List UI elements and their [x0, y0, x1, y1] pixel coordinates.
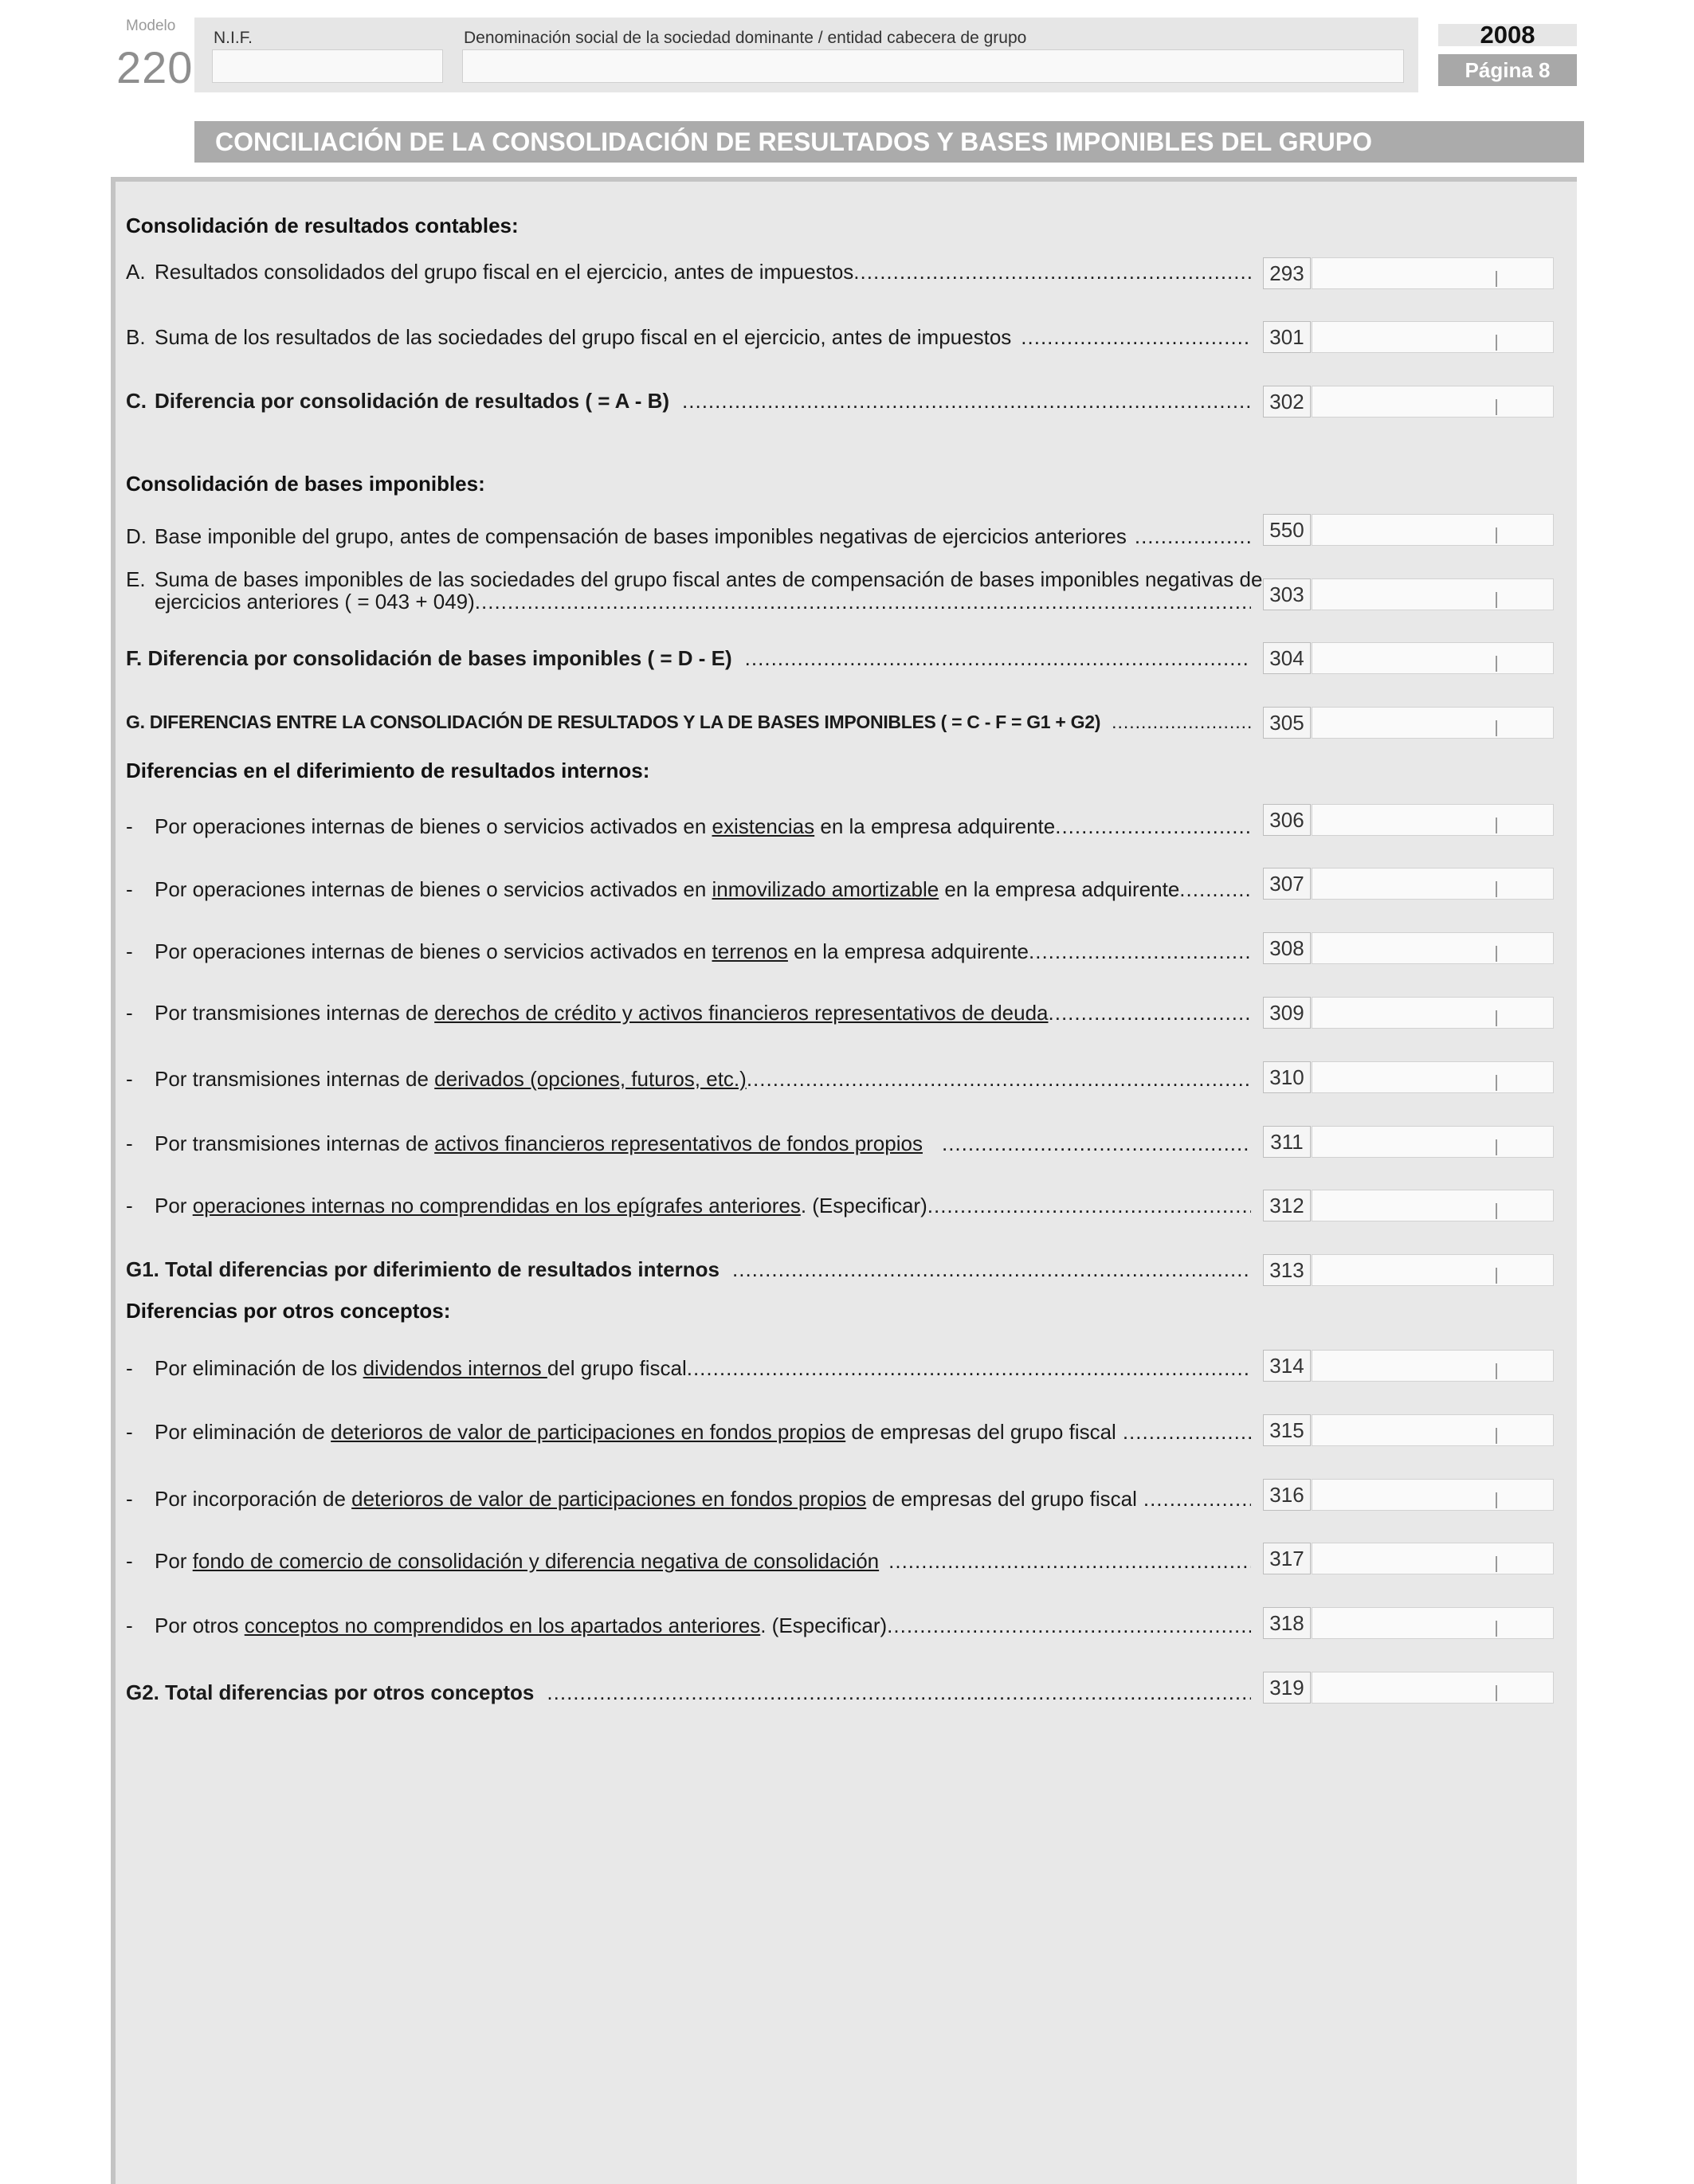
line-d	[126, 524, 1251, 549]
line-text: G2. Total diferencias por otros conceptos	[126, 1680, 535, 1704]
code-box: 317	[1263, 1543, 1311, 1574]
dot-leader	[1123, 1420, 1251, 1445]
amount-field-318[interactable]	[1312, 1607, 1554, 1639]
dot-leader	[853, 260, 1251, 284]
line-307	[126, 877, 1251, 902]
code-box: 311	[1263, 1126, 1311, 1158]
amount-field-307[interactable]	[1312, 868, 1554, 900]
section-title: CONCILIACIÓN DE LA CONSOLIDACIÓN DE RESULTADOS Y BASES IMPONIBLES DEL GRUPO	[194, 121, 1584, 163]
line-prefix: -	[126, 814, 133, 838]
dot-leader	[475, 590, 1251, 614]
amount-field-319[interactable]	[1312, 1672, 1554, 1704]
amount-field-309[interactable]	[1312, 997, 1554, 1029]
dot-leader	[547, 1680, 1251, 1705]
line-text: G. DIFERENCIAS ENTRE LA CONSOLIDACIÓN DE RESULTADOS Y LA DE BASES IMPONIBLES ( = C - F = G1 + G2)	[126, 712, 1101, 732]
nif-field[interactable]	[212, 49, 443, 83]
dot-leader	[942, 1131, 1251, 1156]
line-text: Resultados consolidados del grupo fiscal en el ejercicio, antes de impuestos	[155, 260, 854, 284]
line-315	[126, 1420, 1251, 1445]
line-e-cont	[155, 590, 1251, 614]
line-a	[126, 260, 1251, 284]
amount-field-302[interactable]	[1312, 386, 1554, 418]
denominacion-label: Denominación social de la sociedad dominante / entidad cabecera de grupo	[464, 29, 1027, 47]
line-g1	[126, 1257, 1251, 1282]
code-box: 316	[1263, 1479, 1311, 1511]
nif-label: N.I.F.	[214, 29, 253, 47]
dot-leader	[682, 389, 1251, 414]
amount-field-315[interactable]	[1312, 1414, 1554, 1446]
line-text: Por operaciones internas de bienes o servicios activados en inmovilizado amortizable en la empresa adquirente	[155, 877, 1180, 901]
dot-leader	[927, 1194, 1251, 1218]
dot-leader	[1029, 939, 1251, 964]
line-prefix: -	[126, 1194, 133, 1217]
bases-heading: Consolidación de bases imponibles:	[126, 472, 485, 496]
dot-leader	[1179, 877, 1251, 902]
otros-heading: Diferencias por otros conceptos:	[126, 1299, 451, 1323]
code-box: 310	[1263, 1061, 1311, 1093]
modelo-number: 220	[116, 42, 194, 92]
code-box: 308	[1263, 932, 1311, 964]
line-text: Por transmisiones internas de derivados (opciones, futuros, etc.)	[155, 1067, 747, 1091]
code-box: 301	[1263, 321, 1311, 353]
dot-leader	[1055, 814, 1251, 839]
code-box: 293	[1263, 257, 1311, 289]
line-prefix: -	[126, 1613, 133, 1637]
line-314	[126, 1356, 1251, 1381]
modelo-label: Modelo	[126, 18, 176, 34]
code-box: 315	[1263, 1414, 1311, 1446]
line-prefix: -	[126, 1356, 133, 1380]
amount-field-304[interactable]	[1312, 642, 1554, 674]
resultados-heading: Consolidación de resultados contables:	[126, 214, 519, 237]
line-text: G1. Total diferencias por diferimiento de resultados internos	[126, 1257, 720, 1281]
year: 2008	[1480, 21, 1535, 49]
line-f	[126, 646, 1251, 671]
line-311	[126, 1131, 1251, 1156]
code-box: 312	[1263, 1190, 1311, 1221]
line-text: ejercicios anteriores ( = 043 + 049)	[155, 590, 475, 614]
line-text: Por eliminación de los dividendos internos del grupo fiscal	[155, 1356, 687, 1380]
code-box: 550	[1263, 514, 1311, 546]
line-prefix: -	[126, 1001, 133, 1025]
code-box: 306	[1263, 804, 1311, 836]
code-box: 304	[1263, 642, 1311, 674]
code-box: 305	[1263, 707, 1311, 739]
line-text: Base imponible del grupo, antes de compensación de bases imponibles negativas de ejercicios anteriores	[155, 524, 1127, 548]
line-prefix: -	[126, 939, 133, 963]
code-box: 319	[1263, 1672, 1311, 1704]
amount-field-303[interactable]	[1312, 578, 1554, 610]
line-306	[126, 814, 1251, 839]
line-text: F. Diferencia por consolidación de bases imponibles ( = D - E)	[126, 646, 732, 670]
line-text: Por otros conceptos no comprendidos en los apartados anteriores. (Especificar)	[155, 1613, 888, 1637]
amount-field-317[interactable]	[1312, 1543, 1554, 1574]
line-text: Suma de bases imponibles de las sociedades del grupo fiscal antes de compensación de bases imponibles negativas de	[155, 567, 1263, 591]
line-text: Por fondo de comercio de consolidación y diferencia negativa de consolidación	[155, 1549, 880, 1573]
dot-leader	[745, 646, 1251, 671]
line-prefix: B.	[126, 325, 146, 349]
dot-leader	[888, 1549, 1251, 1574]
line-text: Por transmisiones internas de derechos de crédito y activos financieros representativos de deuda	[155, 1001, 1049, 1025]
denominacion-field[interactable]	[462, 49, 1404, 83]
line-prefix: -	[126, 1420, 133, 1444]
line-312	[126, 1194, 1251, 1218]
code-box: 313	[1263, 1254, 1311, 1286]
page-indicator: Página 8	[1438, 54, 1577, 86]
dot-leader	[732, 1257, 1251, 1282]
line-text: Diferencia por consolidación de resultados ( = A - B)	[155, 389, 670, 413]
line-text: Por operaciones internas de bienes o servicios activados en terrenos en la empresa adquirente	[155, 939, 1029, 963]
header-box	[194, 18, 1418, 92]
line-text: Por eliminación de deterioros de valor de participaciones en fondos propios de empresas del grupo fiscal	[155, 1420, 1116, 1444]
line-g2	[126, 1680, 1251, 1705]
line-prefix: A.	[126, 260, 146, 284]
line-prefix: -	[126, 1131, 133, 1155]
dot-leader	[1021, 325, 1251, 350]
line-308	[126, 939, 1251, 964]
line-prefix: -	[126, 1549, 133, 1573]
code-box: 307	[1263, 868, 1311, 900]
line-b	[126, 325, 1251, 350]
line-text: Por operaciones internas no comprendidas en los epígrafes anteriores. (Especificar)	[155, 1194, 927, 1217]
amount-field-312[interactable]	[1312, 1190, 1554, 1221]
amount-field-316[interactable]	[1312, 1479, 1554, 1511]
line-text: Por operaciones internas de bienes o servicios activados en existencias en la empresa adquirente	[155, 814, 1056, 838]
line-text: Por transmisiones internas de activos financieros representativos de fondos propios	[155, 1131, 923, 1155]
amount-field-301[interactable]	[1312, 321, 1554, 353]
line-prefix: D.	[126, 524, 147, 548]
code-box: 302	[1263, 386, 1311, 418]
line-e	[126, 567, 1263, 592]
line-text: Suma de los resultados de las sociedades del grupo fiscal en el ejercicio, antes de impuestos	[155, 325, 1012, 349]
line-316	[126, 1487, 1251, 1512]
amount-field-293[interactable]	[1312, 257, 1554, 289]
line-text: Por incorporación de deterioros de valor de participaciones en fondos propios de empresas del grupo fiscal	[155, 1487, 1137, 1511]
line-prefix: -	[126, 877, 133, 901]
dot-leader	[1049, 1001, 1251, 1025]
dot-leader	[747, 1067, 1251, 1092]
amount-field-314[interactable]	[1312, 1350, 1554, 1382]
dot-leader	[1135, 524, 1251, 549]
dot-leader	[1112, 712, 1251, 733]
line-c	[126, 389, 1251, 414]
line-317	[126, 1549, 1251, 1574]
amount-field-305[interactable]	[1312, 707, 1554, 739]
code-box: 303	[1263, 578, 1311, 610]
dot-leader	[1143, 1487, 1251, 1512]
line-prefix: -	[126, 1067, 133, 1091]
amount-field-308[interactable]	[1312, 932, 1554, 964]
code-box: 309	[1263, 997, 1311, 1029]
amount-field-306[interactable]	[1312, 804, 1554, 836]
line-prefix: -	[126, 1487, 133, 1511]
amount-field-313[interactable]	[1312, 1254, 1554, 1286]
line-309	[126, 1001, 1251, 1025]
diferimiento-heading: Diferencias en el diferimiento de resultados internos:	[126, 759, 650, 782]
line-g	[126, 712, 1251, 733]
code-box: 314	[1263, 1350, 1311, 1382]
line-prefix: E.	[126, 567, 146, 591]
dot-leader	[687, 1356, 1251, 1381]
amount-field-550[interactable]	[1312, 514, 1554, 546]
line-prefix: C.	[126, 389, 147, 413]
line-318	[126, 1613, 1251, 1638]
line-310	[126, 1067, 1251, 1092]
amount-field-311[interactable]	[1312, 1126, 1554, 1158]
amount-field-310[interactable]	[1312, 1061, 1554, 1093]
code-box: 318	[1263, 1607, 1311, 1639]
dot-leader	[887, 1613, 1251, 1638]
